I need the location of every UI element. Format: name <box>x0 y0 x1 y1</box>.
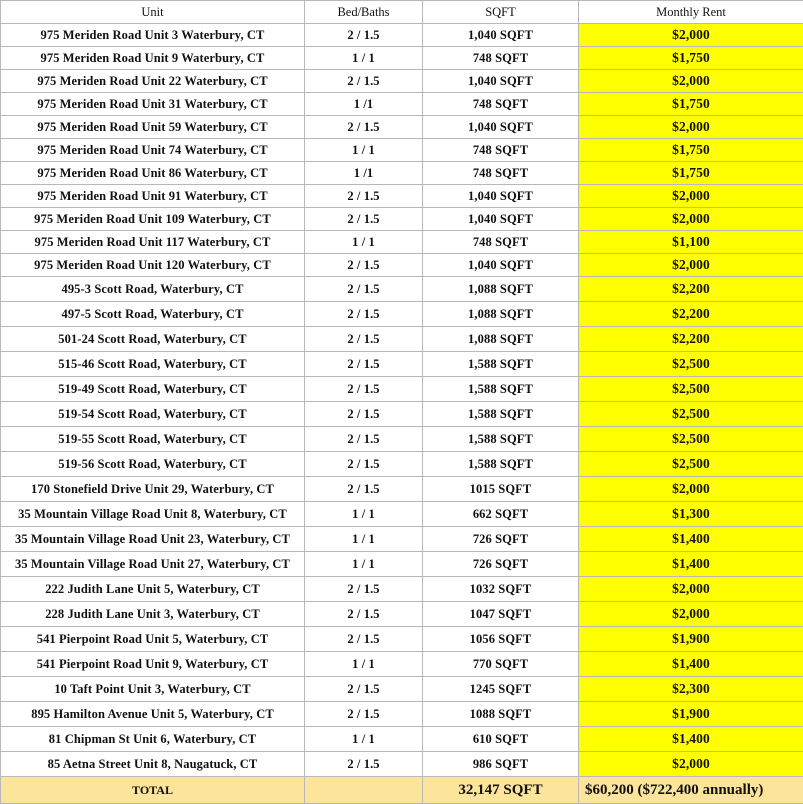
monthly-rent-cell: $2,200 <box>579 327 803 352</box>
bed-baths-cell: 2 / 1.5 <box>305 452 423 477</box>
monthly-rent-cell: $1,900 <box>579 627 803 652</box>
bed-baths-cell: 2 / 1.5 <box>305 402 423 427</box>
unit-cell: 975 Meriden Road Unit 86 Waterbury, CT <box>1 162 305 185</box>
monthly-rent-cell: $1,400 <box>579 552 803 577</box>
bed-baths-cell: 2 / 1.5 <box>305 602 423 627</box>
bed-baths-cell: 2 / 1.5 <box>305 254 423 277</box>
header-monthly-rent: Monthly Rent <box>579 1 803 24</box>
bed-baths-cell: 1 / 1 <box>305 552 423 577</box>
bed-baths-cell: 1 / 1 <box>305 47 423 70</box>
table-row <box>1 139 803 162</box>
table-footer <box>1 777 803 804</box>
monthly-rent-cell: $2,000 <box>579 577 803 602</box>
bed-baths-cell: 2 / 1.5 <box>305 377 423 402</box>
sqft-cell: 1088 SQFT <box>423 702 579 727</box>
total-row <box>1 777 803 804</box>
monthly-rent-cell: $2,000 <box>579 116 803 139</box>
bed-baths-cell: 1 / 1 <box>305 231 423 254</box>
table-row <box>1 702 803 727</box>
sqft-cell: 1,040 SQFT <box>423 70 579 93</box>
sqft-cell: 1,088 SQFT <box>423 327 579 352</box>
bed-baths-cell: 1 / 1 <box>305 527 423 552</box>
table-header <box>1 1 803 24</box>
unit-cell: 975 Meriden Road Unit 22 Waterbury, CT <box>1 70 305 93</box>
sqft-cell: 770 SQFT <box>423 652 579 677</box>
table-row <box>1 208 803 231</box>
sqft-cell: 1,588 SQFT <box>423 427 579 452</box>
bed-baths-cell: 2 / 1.5 <box>305 208 423 231</box>
monthly-rent-cell: $1,300 <box>579 502 803 527</box>
unit-cell: 85 Aetna Street Unit 8, Naugatuck, CT <box>1 752 305 777</box>
unit-cell: 975 Meriden Road Unit 59 Waterbury, CT <box>1 116 305 139</box>
monthly-rent-cell: $2,000 <box>579 70 803 93</box>
bed-baths-cell: 1 / 1 <box>305 727 423 752</box>
sqft-cell: 1015 SQFT <box>423 477 579 502</box>
unit-cell: 501-24 Scott Road, Waterbury, CT <box>1 327 305 352</box>
sqft-cell: 662 SQFT <box>423 502 579 527</box>
table-row <box>1 327 803 352</box>
monthly-rent-cell: $2,000 <box>579 208 803 231</box>
bed-baths-cell: 1 /1 <box>305 162 423 185</box>
sqft-cell: 748 SQFT <box>423 162 579 185</box>
unit-cell: 975 Meriden Road Unit 117 Waterbury, CT <box>1 231 305 254</box>
table-row <box>1 302 803 327</box>
unit-cell: 541 Pierpoint Road Unit 5, Waterbury, CT <box>1 627 305 652</box>
sqft-cell: 1,588 SQFT <box>423 377 579 402</box>
table-row <box>1 116 803 139</box>
monthly-rent-cell: $2,000 <box>579 602 803 627</box>
unit-cell: 519-54 Scott Road, Waterbury, CT <box>1 402 305 427</box>
monthly-rent-cell: $2,500 <box>579 352 803 377</box>
table-row <box>1 231 803 254</box>
monthly-rent-cell: $2,000 <box>579 477 803 502</box>
bed-baths-cell: 1 /1 <box>305 93 423 116</box>
table-row <box>1 627 803 652</box>
sqft-cell: 726 SQFT <box>423 527 579 552</box>
sqft-cell: 1,040 SQFT <box>423 254 579 277</box>
bed-baths-cell: 2 / 1.5 <box>305 116 423 139</box>
unit-cell: 228 Judith Lane Unit 3, Waterbury, CT <box>1 602 305 627</box>
sqft-cell: 1,040 SQFT <box>423 185 579 208</box>
unit-cell: 519-49 Scott Road, Waterbury, CT <box>1 377 305 402</box>
sqft-cell: 748 SQFT <box>423 93 579 116</box>
bed-baths-cell: 1 / 1 <box>305 652 423 677</box>
total-sqft: 32,147 SQFT <box>423 777 579 804</box>
table-row <box>1 552 803 577</box>
unit-cell: 895 Hamilton Avenue Unit 5, Waterbury, CT <box>1 702 305 727</box>
unit-cell: 35 Mountain Village Road Unit 27, Waterbury, CT <box>1 552 305 577</box>
bed-baths-cell: 2 / 1.5 <box>305 352 423 377</box>
table-row <box>1 277 803 302</box>
monthly-rent-cell: $1,750 <box>579 162 803 185</box>
table-row <box>1 352 803 377</box>
table-row <box>1 47 803 70</box>
monthly-rent-cell: $2,000 <box>579 185 803 208</box>
table-row <box>1 727 803 752</box>
unit-cell: 541 Pierpoint Road Unit 9, Waterbury, CT <box>1 652 305 677</box>
header-unit: Unit <box>1 1 305 24</box>
sqft-cell: 1,040 SQFT <box>423 116 579 139</box>
unit-cell: 222 Judith Lane Unit 5, Waterbury, CT <box>1 577 305 602</box>
monthly-rent-cell: $2,000 <box>579 752 803 777</box>
monthly-rent-cell: $1,100 <box>579 231 803 254</box>
sqft-cell: 1,588 SQFT <box>423 402 579 427</box>
bed-baths-cell: 2 / 1.5 <box>305 477 423 502</box>
monthly-rent-cell: $1,900 <box>579 702 803 727</box>
sqft-cell: 748 SQFT <box>423 47 579 70</box>
table-row <box>1 24 803 47</box>
table-body <box>1 24 803 777</box>
table-row <box>1 402 803 427</box>
table-row <box>1 677 803 702</box>
sqft-cell: 726 SQFT <box>423 552 579 577</box>
sqft-cell: 1,040 SQFT <box>423 24 579 47</box>
bed-baths-cell: 2 / 1.5 <box>305 752 423 777</box>
monthly-rent-cell: $2,200 <box>579 302 803 327</box>
monthly-rent-cell: $2,000 <box>579 24 803 47</box>
monthly-rent-cell: $2,500 <box>579 402 803 427</box>
sqft-cell: 1032 SQFT <box>423 577 579 602</box>
bed-baths-cell: 2 / 1.5 <box>305 70 423 93</box>
bed-baths-cell: 2 / 1.5 <box>305 702 423 727</box>
bed-baths-cell: 1 / 1 <box>305 139 423 162</box>
monthly-rent-cell: $2,500 <box>579 427 803 452</box>
unit-cell: 170 Stonefield Drive Unit 29, Waterbury, CT <box>1 477 305 502</box>
monthly-rent-cell: $2,300 <box>579 677 803 702</box>
bed-baths-cell: 2 / 1.5 <box>305 277 423 302</box>
unit-cell: 515-46 Scott Road, Waterbury, CT <box>1 352 305 377</box>
header-bed-baths: Bed/Baths <box>305 1 423 24</box>
sqft-cell: 610 SQFT <box>423 727 579 752</box>
unit-cell: 975 Meriden Road Unit 109 Waterbury, CT <box>1 208 305 231</box>
unit-cell: 975 Meriden Road Unit 91 Waterbury, CT <box>1 185 305 208</box>
monthly-rent-cell: $1,750 <box>579 47 803 70</box>
total-rent: $60,200 ($722,400 annually) <box>579 777 803 804</box>
sqft-cell: 1056 SQFT <box>423 627 579 652</box>
table-row <box>1 162 803 185</box>
bed-baths-cell: 2 / 1.5 <box>305 627 423 652</box>
table-row <box>1 602 803 627</box>
header-sqft: SQFT <box>423 1 579 24</box>
unit-cell: 519-55 Scott Road, Waterbury, CT <box>1 427 305 452</box>
table-row <box>1 477 803 502</box>
monthly-rent-cell: $1,750 <box>579 93 803 116</box>
unit-cell: 975 Meriden Road Unit 9 Waterbury, CT <box>1 47 305 70</box>
monthly-rent-cell: $1,400 <box>579 652 803 677</box>
bed-baths-cell: 2 / 1.5 <box>305 427 423 452</box>
total-label: TOTAL <box>1 777 305 804</box>
bed-baths-cell: 2 / 1.5 <box>305 677 423 702</box>
monthly-rent-cell: $1,400 <box>579 527 803 552</box>
bed-baths-cell: 2 / 1.5 <box>305 302 423 327</box>
unit-cell: 495-3 Scott Road, Waterbury, CT <box>1 277 305 302</box>
unit-cell: 35 Mountain Village Road Unit 23, Waterbury, CT <box>1 527 305 552</box>
table-row <box>1 185 803 208</box>
monthly-rent-cell: $2,500 <box>579 452 803 477</box>
table-row <box>1 93 803 116</box>
table-row <box>1 577 803 602</box>
sqft-cell: 1,588 SQFT <box>423 452 579 477</box>
bed-baths-cell: 2 / 1.5 <box>305 327 423 352</box>
monthly-rent-cell: $1,400 <box>579 727 803 752</box>
unit-cell: 35 Mountain Village Road Unit 8, Waterbury, CT <box>1 502 305 527</box>
table-row <box>1 427 803 452</box>
sqft-cell: 1245 SQFT <box>423 677 579 702</box>
sqft-cell: 748 SQFT <box>423 231 579 254</box>
monthly-rent-cell: $2,200 <box>579 277 803 302</box>
unit-cell: 975 Meriden Road Unit 3 Waterbury, CT <box>1 24 305 47</box>
unit-cell: 81 Chipman St Unit 6, Waterbury, CT <box>1 727 305 752</box>
monthly-rent-cell: $1,750 <box>579 139 803 162</box>
sqft-cell: 1,588 SQFT <box>423 352 579 377</box>
unit-cell: 497-5 Scott Road, Waterbury, CT <box>1 302 305 327</box>
bed-baths-cell: 2 / 1.5 <box>305 185 423 208</box>
sqft-cell: 1047 SQFT <box>423 602 579 627</box>
table-row <box>1 70 803 93</box>
unit-cell: 975 Meriden Road Unit 31 Waterbury, CT <box>1 93 305 116</box>
table-row <box>1 752 803 777</box>
table-row <box>1 527 803 552</box>
sqft-cell: 986 SQFT <box>423 752 579 777</box>
monthly-rent-cell: $2,000 <box>579 254 803 277</box>
sqft-cell: 748 SQFT <box>423 139 579 162</box>
sqft-cell: 1,088 SQFT <box>423 302 579 327</box>
table-row <box>1 652 803 677</box>
sqft-cell: 1,040 SQFT <box>423 208 579 231</box>
unit-cell: 975 Meriden Road Unit 74 Waterbury, CT <box>1 139 305 162</box>
table-row <box>1 452 803 477</box>
sqft-cell: 1,088 SQFT <box>423 277 579 302</box>
bed-baths-cell: 2 / 1.5 <box>305 24 423 47</box>
monthly-rent-cell: $2,500 <box>579 377 803 402</box>
unit-cell: 10 Taft Point Unit 3, Waterbury, CT <box>1 677 305 702</box>
table-row <box>1 377 803 402</box>
table-row <box>1 254 803 277</box>
header-row <box>1 1 803 24</box>
unit-cell: 975 Meriden Road Unit 120 Waterbury, CT <box>1 254 305 277</box>
unit-cell: 519-56 Scott Road, Waterbury, CT <box>1 452 305 477</box>
bed-baths-cell: 2 / 1.5 <box>305 577 423 602</box>
table-row <box>1 502 803 527</box>
total-bed-baths <box>305 777 423 804</box>
bed-baths-cell: 1 / 1 <box>305 502 423 527</box>
